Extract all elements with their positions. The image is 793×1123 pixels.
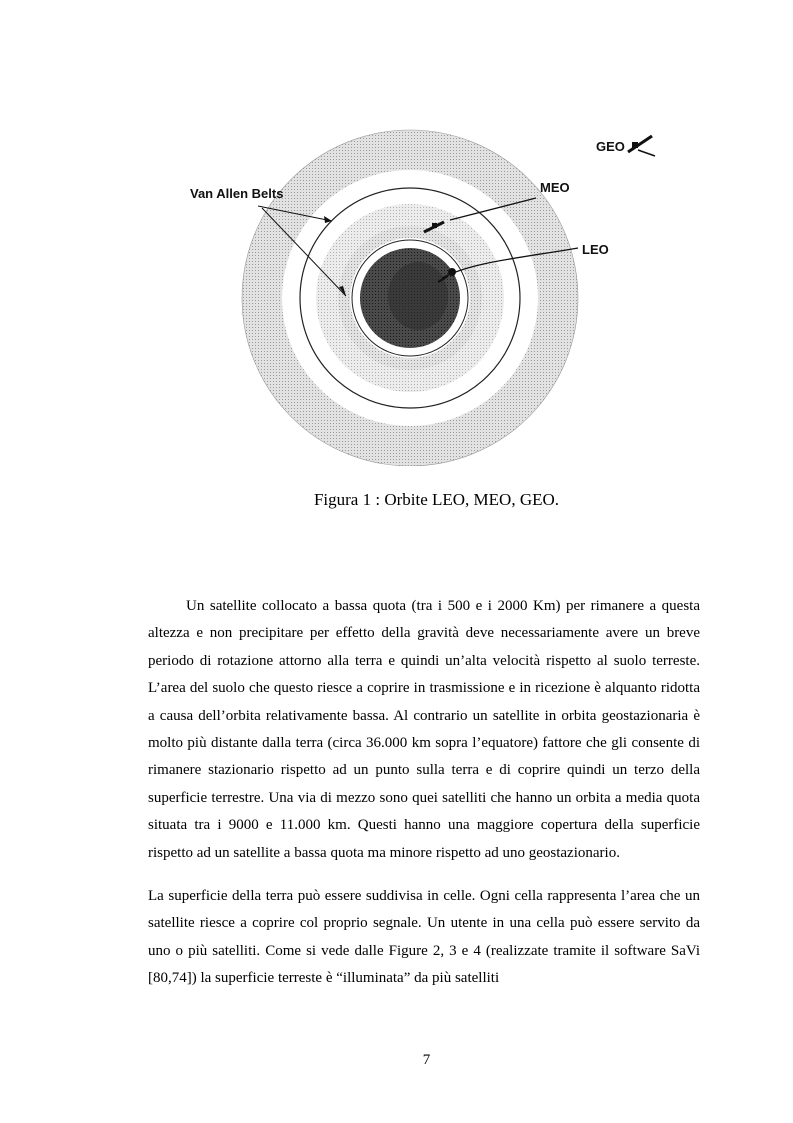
figure-caption: Figura 1 : Orbite LEO, MEO, GEO. [313,490,560,509]
geo-label: GEO [596,139,625,154]
paragraph: Un satellite collocato a bassa quota (tra i 500 e i 2000 Km) per rimanere a questa altezza e non precipitare per effetto della gravità deve necessariamente avere un breve periodo di rotazione attorno alla terra e quindi un’alta velocità rispetto al suolo terreste. L’area del suolo che questo riesce a coprire in trasmissione e in ricezione è alquanto ridotta a causa dell’orbita relativamente bassa. Al contrario un satellite in orbita geostazionaria è molto più distante dalla terra (circa 36.000 km sopra l’equatore) fattore che gli consente di rimanere stazionario rispetto ad un punto sulla terra e di coprire quindi un terzo della superficie terrestre. Una via di mezzo sono quei satelliti che hanno un orbita a media quota situata tra i 9000 e 11.000 km. Questi hanno una maggiore copertura della superficie rispetto ad un satellite a bassa quota ma minore rispetto ad uno geostazionario. [148,598,700,861]
body-text [148,593,700,993]
orbit-figure [180,126,660,466]
paragraph: La superficie della terra può essere suddivisa in celle. Ogni cella rappresenta l’area che un satellite riesce a coprire col proprio segnale. Un utente in una cella può essere servito da uno o più satelliti. Come si vede dalle Figure 2, 3 e 4 (realizzate tramite il software SaVi [80,74]) la superficie terreste è “illuminata” da più satelliti [148,888,700,987]
geo-satellite-icon [628,136,655,156]
meo-label: MEO [540,180,570,195]
page-number: 7 [422,1052,431,1068]
earth-shading [388,262,448,330]
orbit-diagram [180,126,660,466]
leo-label: LEO [582,242,609,257]
van-allen-belts-label: Van Allen Belts [190,186,284,201]
